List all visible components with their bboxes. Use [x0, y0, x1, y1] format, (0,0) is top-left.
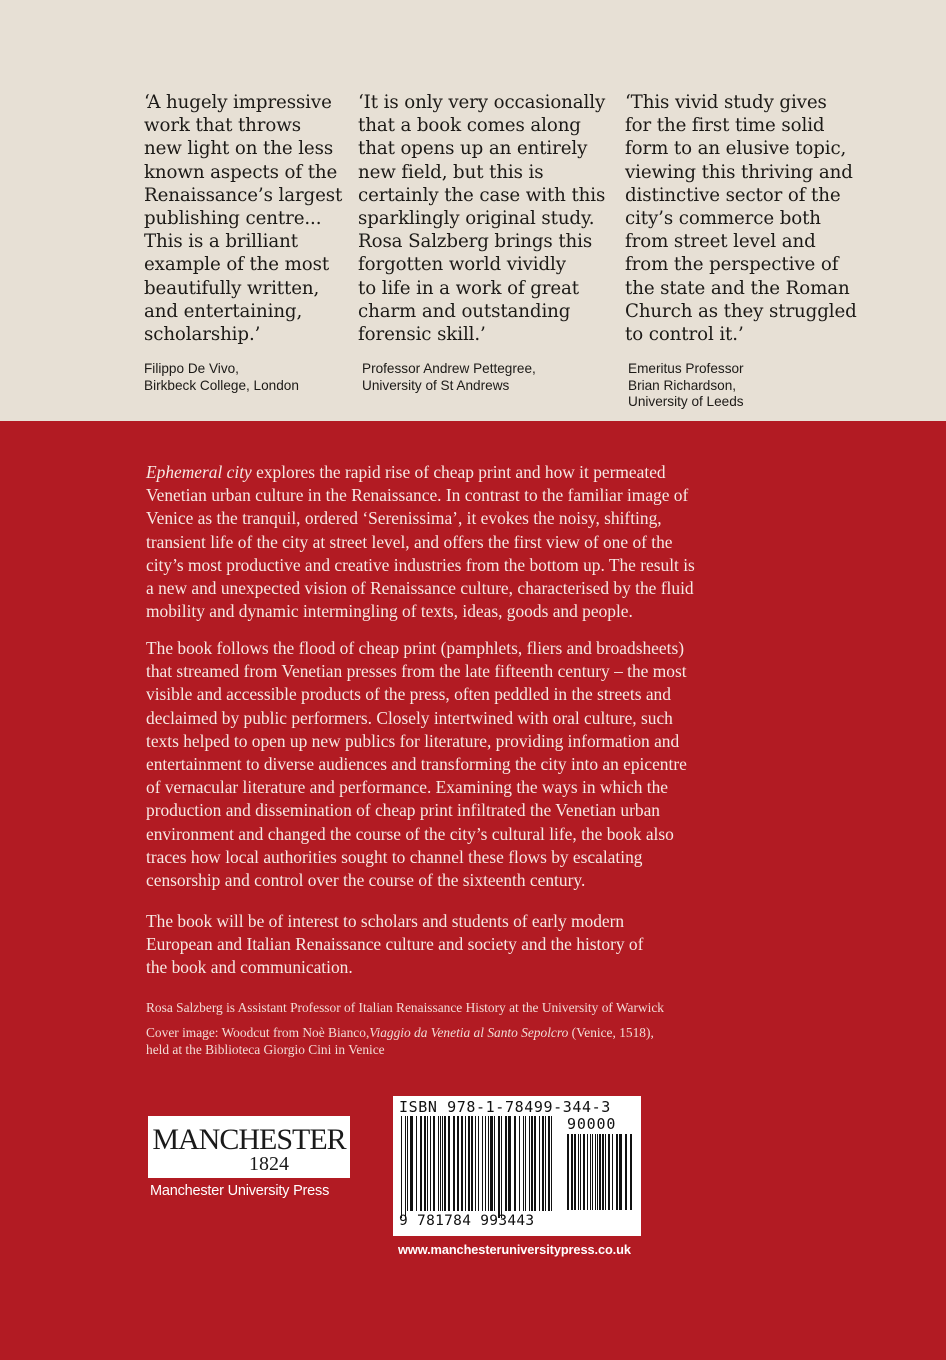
endorsement-attribution-2: Professor Andrew Pettegree, University of St Andrews [362, 361, 536, 393]
barcode-bar [602, 1134, 604, 1210]
barcode-bar [442, 1116, 443, 1211]
barcode-bar [574, 1134, 576, 1210]
barcode-bar [597, 1134, 598, 1210]
cover-credit-prefix: Cover image: Woodcut from Noè Bianco, [146, 1025, 370, 1040]
barcode-bar [424, 1116, 426, 1211]
barcode-bar [416, 1116, 417, 1211]
barcode-bar [619, 1134, 622, 1210]
barcode-bar [587, 1134, 588, 1210]
barcode-bar [444, 1116, 446, 1211]
barcode-bar [407, 1116, 408, 1211]
publisher-logo-year: 1824 [249, 1153, 289, 1175]
barcode-bar [420, 1116, 422, 1211]
barcode-bar [490, 1116, 493, 1211]
barcode-bar [465, 1116, 466, 1211]
endorsement-quote-2: ‘It is only very occasionally that a book comes along that opens up an entirely new field, but this is certainly the case with this sparklingly original study. Rosa Salzberg brings this forgotten world vividly to life in a work of great charm and outstanding forensic skill.’ [358, 92, 606, 346]
author-bio: Rosa Salzberg is Assistant Professor of Italian Renaissance History at the University of Warwick [146, 1000, 664, 1015]
barcode-bar [571, 1134, 573, 1210]
barcode-bar [616, 1134, 618, 1210]
barcode-bar [583, 1134, 585, 1210]
description-paragraph-2: The book follows the flood of cheap print (pamphlets, fliers and broadsheets) that streamed from Venetian presses from the late fifteenth century – the most visible and accessible products of the press, often peddled in the streets and declaimed by public performers. Closely intertwined with oral culture, such texts helped to open up new publics for literature, providing information and entertainment to diverse audiences and transforming the city into an epicentre of vernacular literature and performance. Examining the ways in which the production and dissemination of cheap print infiltrated the Venetian urban environment and changed the course of the city’s cultural life, the book also traces how local authorities sought to channel these flows by escalating censorship and control over the course of the sixteenth century. [146, 638, 687, 891]
barcode [393, 1096, 641, 1236]
barcode-bar [438, 1116, 439, 1211]
publisher-website: www.manchesteruniversitypress.co.uk [398, 1242, 631, 1257]
barcode-bar [448, 1116, 450, 1211]
barcode-bar [592, 1134, 593, 1210]
barcode-bar [471, 1116, 473, 1211]
ean-digits: 9 781784 993443 [399, 1213, 535, 1229]
description-paragraph-1 [146, 461, 786, 623]
barcode-bar [461, 1116, 463, 1211]
cover-credit-suffix: (Venice, 1518), held at the Biblioteca Giorgio Cini in Venice [146, 1025, 654, 1057]
book-title: Ephemeral city [146, 462, 252, 482]
barcode-addon-code: 90000 [567, 1115, 617, 1133]
endorsement-quote-3: ‘This vivid study gives for the first time solid form to an elusive topic, viewing this thriving and distinctive sector of the city’s commerce both from street level and from the perspective of the state and the Roman Church as they struggled to control it.’ [625, 92, 857, 346]
barcode-bar [440, 1116, 441, 1211]
barcode-bar [468, 1116, 470, 1211]
barcode-bar [542, 1116, 544, 1211]
publisher-name: Manchester University Press [150, 1183, 330, 1199]
barcode-bar [494, 1116, 495, 1211]
barcode-bar [605, 1134, 606, 1210]
barcode-bar [488, 1116, 489, 1211]
barcode-bar [410, 1116, 413, 1211]
publisher-logo-name: MANCHESTER [152, 1123, 346, 1156]
barcode-bar [545, 1116, 546, 1211]
barcode-bar [508, 1116, 511, 1211]
barcode-bar [457, 1116, 459, 1211]
endorsement-attribution-3: Emeritus Professor Brian Richardson, University of Leeds [628, 361, 744, 409]
endorsement-quote-1: ‘A hugely impressive work that throws new light on the less known aspects of the Renaissance’s largest publishing centre... This is a brilliant example of the most beautifully written, and entertaining, scholarship.’ [144, 92, 343, 346]
barcode-bar [612, 1134, 613, 1210]
barcode-bar [548, 1116, 550, 1211]
barcode-bar [519, 1116, 520, 1211]
barcode-bar [630, 1134, 632, 1210]
barcode-bar [567, 1134, 569, 1210]
description-paragraph-1-text: explores the rapid rise of cheap print and how it permeated Venetian urban culture in the Renaissance. In contrast to the familiar image of Venice as the tranquil, ordered ‘Serenissima’, it evokes the noisy, shifting, transient life of the city at street level, and offers the first view of one of the city’s most productive and creative industries from the bottom up. The result is a new and unexpected vision of Renaissance culture, characterised by the fluid mobility and dynamic intermingling of texts, ideas, goods and people. [146, 462, 695, 622]
barcode-bar [478, 1116, 479, 1211]
barcode-bar [453, 1116, 455, 1211]
barcode-bar [539, 1116, 540, 1211]
barcode-bar [580, 1134, 581, 1210]
barcode-bar [485, 1116, 486, 1211]
barcode-bar [401, 1116, 402, 1218]
barcode-bar [405, 1116, 406, 1218]
barcode-bar [433, 1116, 435, 1211]
isbn-label: ISBN 978-1-78499-344-3 [399, 1098, 611, 1116]
barcode-bar [475, 1116, 476, 1211]
barcode-bar [482, 1116, 483, 1211]
barcode-bar [625, 1134, 627, 1210]
barcode-bar [590, 1134, 591, 1210]
barcode-bar [501, 1116, 502, 1218]
publisher-logo [148, 1116, 350, 1178]
barcode-bar [498, 1116, 500, 1218]
cover-credit [146, 1024, 654, 1058]
endorsements-panel [0, 0, 946, 421]
barcode-bar [578, 1134, 579, 1210]
barcode-bar [531, 1116, 533, 1211]
barcode-bar [514, 1116, 516, 1211]
barcode-bar [534, 1116, 536, 1211]
barcode-bar [595, 1134, 596, 1210]
description-paragraph-3: The book will be of interest to scholars and students of early modern European and Italian Renaissance culture and society and the history of the book and communication. [146, 911, 644, 978]
barcode-bar [427, 1116, 428, 1211]
endorsement-attribution-1: Filippo De Vivo, Birkbeck College, London [144, 361, 299, 393]
barcode-bar [430, 1116, 431, 1211]
barcode-bar [525, 1116, 526, 1211]
barcode-bar [608, 1134, 610, 1210]
barcode-bar [599, 1134, 601, 1210]
barcode-bar [551, 1116, 552, 1211]
barcode-bar [505, 1116, 507, 1211]
cover-credit-title: Viaggio da Venetia al Santo Sepolcro [369, 1025, 569, 1040]
barcode-bar [523, 1116, 524, 1211]
barcode-bar [529, 1116, 530, 1211]
